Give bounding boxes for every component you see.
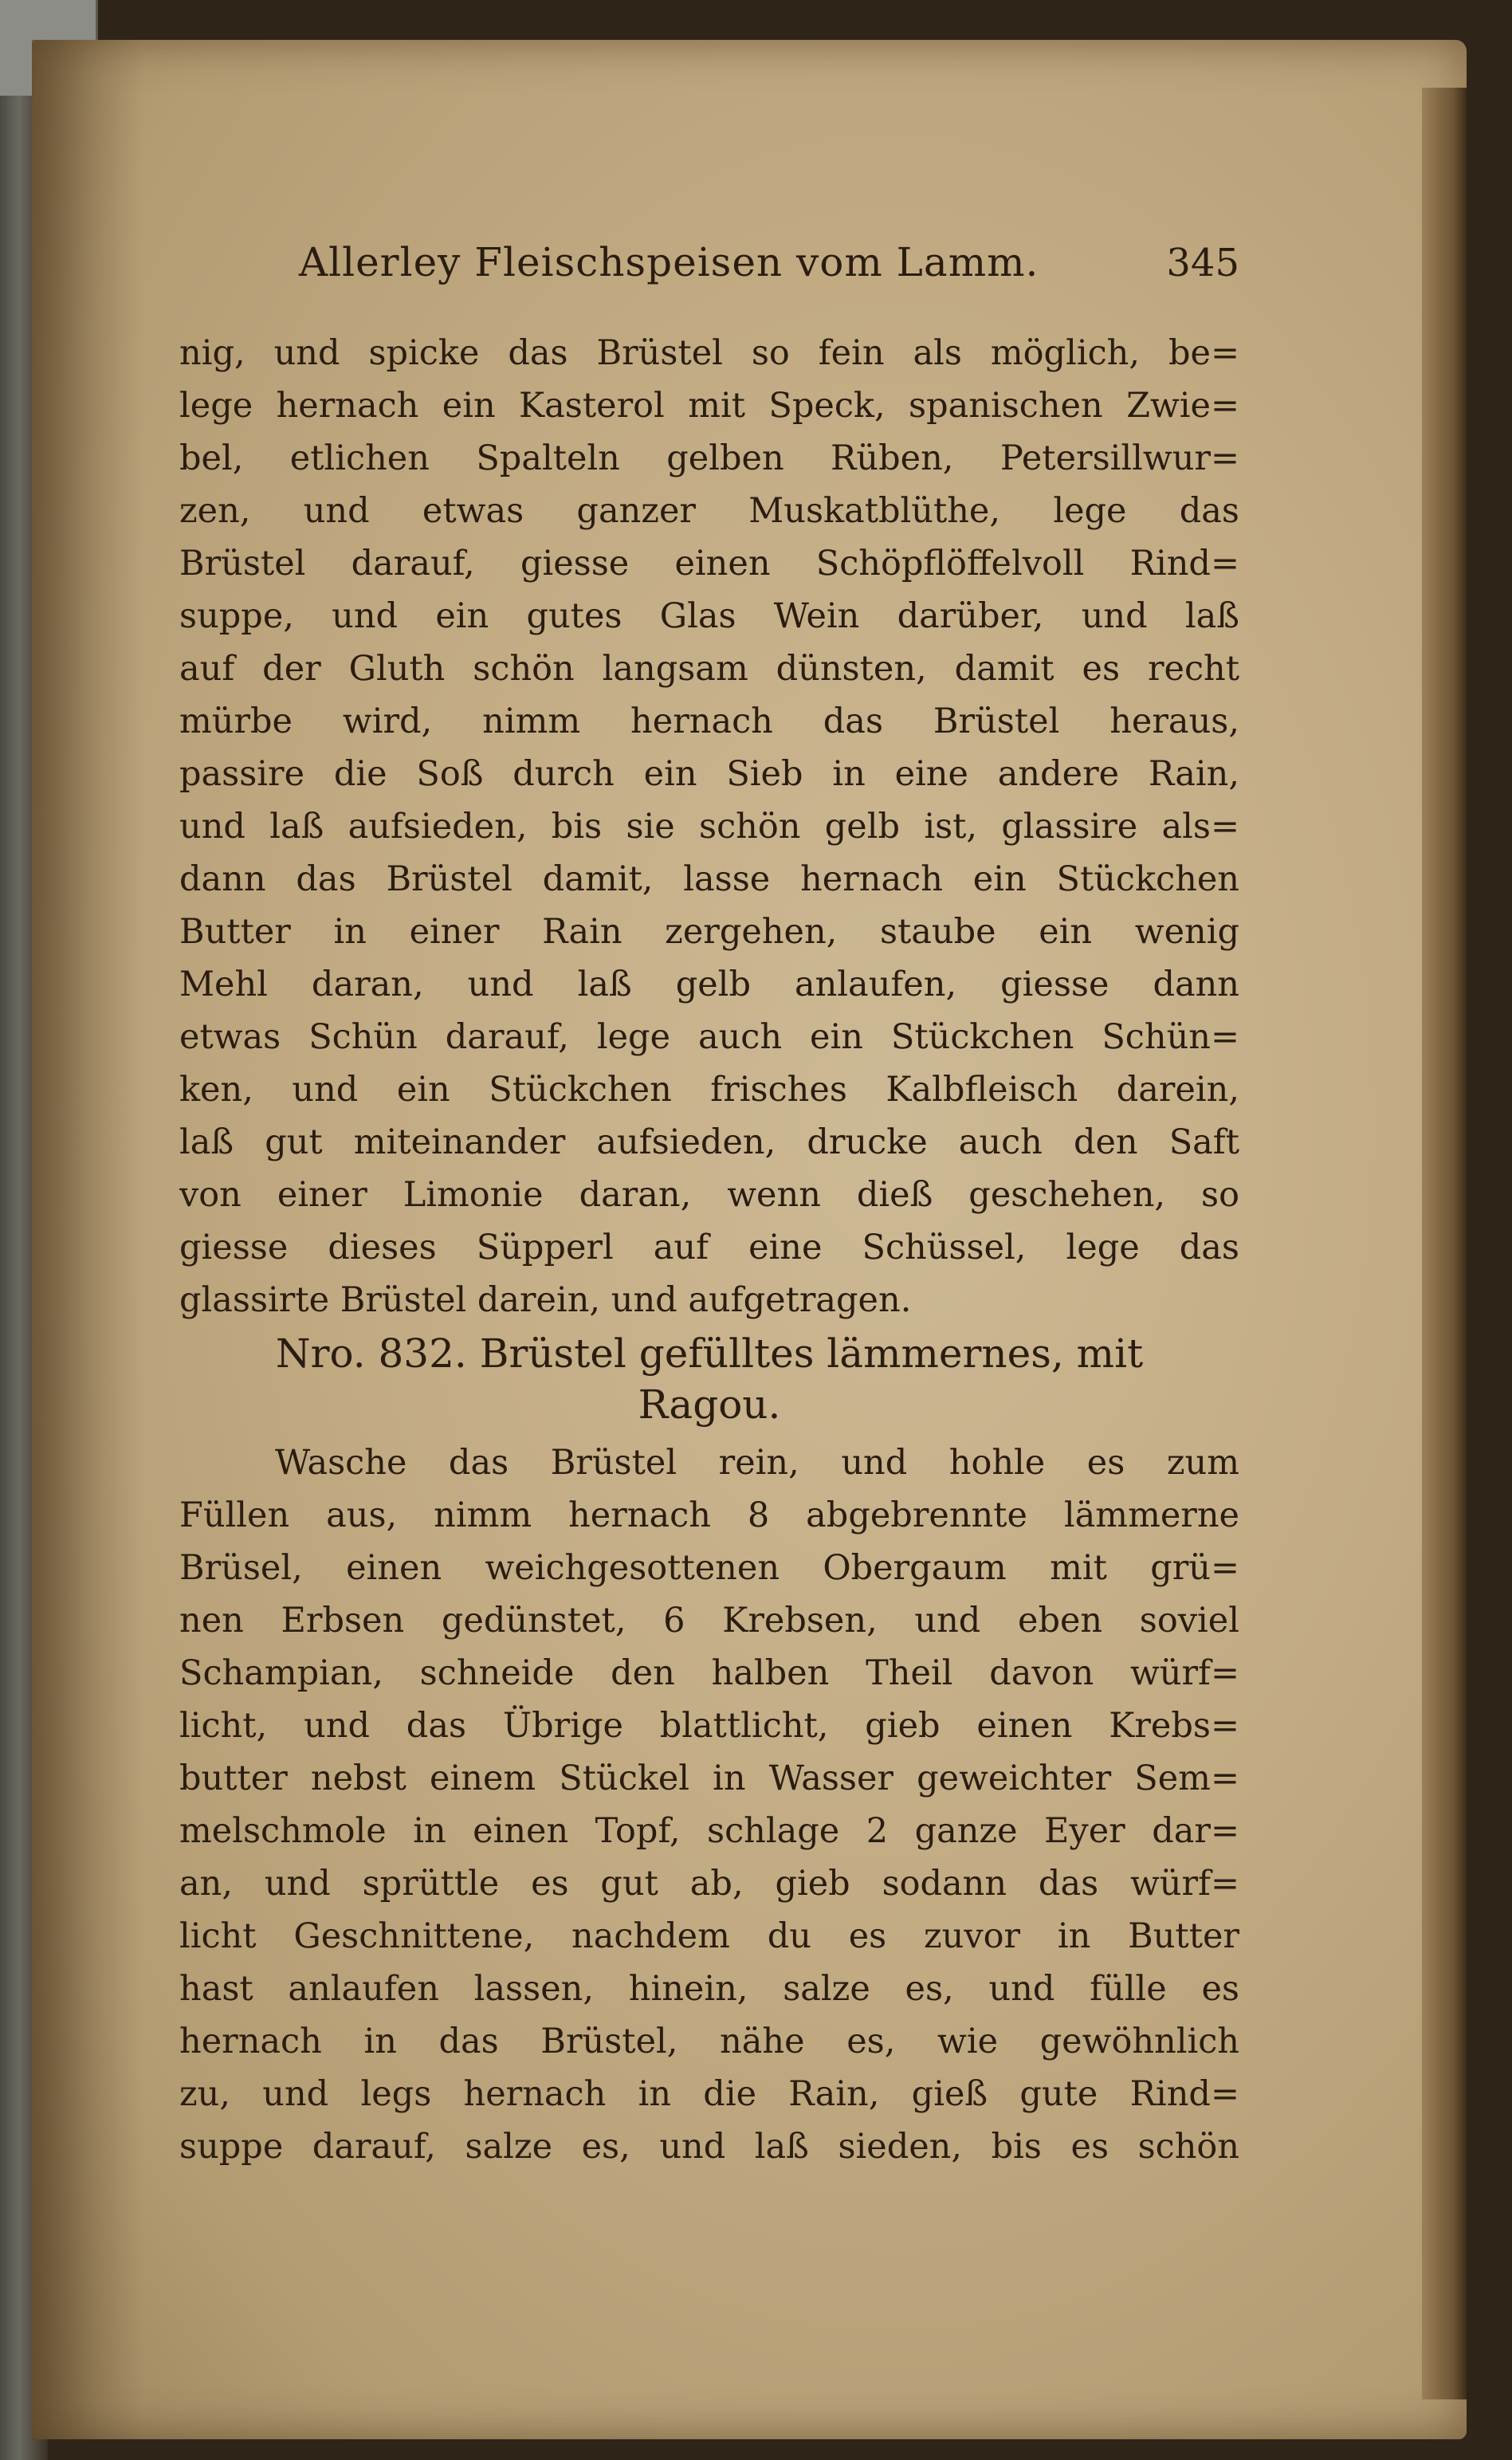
text-line: nig, und spicke das Brüstel so fein als möglich, be= (179, 333, 1239, 373)
text-line: glassirte Brüstel darein, und aufgetragen. (179, 1280, 912, 1320)
text-line: zen, und etwas ganzer Muskatblüthe, lege das (179, 491, 1239, 531)
text-line: auf der Gluth schön langsam dünsten, damit es recht (179, 649, 1239, 689)
text-line: passire die Soß durch ein Sieb in eine andere Rain, (179, 754, 1239, 794)
text-line: lege hernach ein Kasterol mit Speck, spanischen Zwie= (179, 386, 1239, 426)
text-line: dann das Brüstel damit, lasse hernach ein Stückchen (179, 859, 1239, 899)
text-line: von einer Limonie daran, wenn dieß geschehen, so (179, 1175, 1239, 1215)
text-line: etwas Schün darauf, lege auch ein Stückchen Schün= (179, 1017, 1239, 1057)
text-line: Butter in einer Rain zergehen, staube ein wenig (179, 912, 1239, 952)
page-number: 345 (1166, 241, 1239, 285)
text-line: hernach in das Brüstel, nähe es, wie gewöhnlich (179, 2022, 1239, 2061)
text-line: bel, etlichen Spalteln gelben Rüben, Petersillwur= (179, 438, 1239, 478)
text-line: zu, und legs hernach in die Rain, gieß gute Rind= (179, 2074, 1239, 2114)
paragraph-continued (179, 327, 1239, 1326)
text-line: Füllen aus, nimm hernach 8 abgebrennte lämmerne (179, 1495, 1239, 1535)
text-block (179, 239, 1239, 2173)
text-line: nen Erbsen gedünstet, 6 Krebsen, und eben soviel (179, 1601, 1239, 1641)
text-line: Brüsel, einen weichgesottenen Obergaum mit grü= (179, 1548, 1239, 1588)
text-line: suppe, und ein gutes Glas Wein darüber, und laß (179, 596, 1239, 636)
text-line: butter nebst einem Stückel in Wasser geweichter Sem= (179, 1759, 1239, 1798)
running-head (299, 239, 1239, 303)
recipe-paragraph (179, 1436, 1239, 2173)
text-line: licht, und das Übrige blattlicht, gieb einen Krebs= (179, 1706, 1239, 1746)
text-line: ken, und ein Stückchen frisches Kalbfleisch darein, (179, 1070, 1239, 1110)
text-line: an, und sprüttle es gut ab, gieb sodann das würf= (179, 1864, 1239, 1904)
text-line: licht Geschnittene, nachdem du es zuvor in Butter (179, 1916, 1239, 1956)
text-line: und laß aufsieden, bis sie schön gelb ist, glassire als= (179, 807, 1239, 847)
text-line: hast anlaufen lassen, hinein, salze es, und fülle es (179, 1969, 1239, 2009)
recipe-heading-continued: Ragou. (638, 1381, 781, 1428)
text-line: Schampian, schneide den halben Theil davon würf= (179, 1653, 1239, 1693)
page-edge (1422, 88, 1467, 2399)
text-line: suppe darauf, salze es, und laß sieden, bis es schön (179, 2127, 1239, 2167)
text-line: Mehl daran, und laß gelb anlaufen, giesse dann (179, 965, 1239, 1004)
text-line: Wasche das Brüstel rein, und hohle es zum (275, 1443, 1239, 1483)
recipe-heading: Nro. 832. Brüstel gefülltes lämmernes, mit (275, 1330, 1144, 1377)
text-line: giesse dieses Süpperl auf eine Schüssel, lege das (179, 1228, 1239, 1267)
text-line: laß gut miteinander aufsieden, drucke auch den Saft (179, 1122, 1239, 1162)
text-line: melschmole in einen Topf, schlage 2 ganze Eyer dar= (179, 1811, 1239, 1851)
text-line: mürbe wird, nimm hernach das Brüstel heraus, (179, 701, 1239, 741)
running-head-title: Allerley Fleischspeisen vom Lamm. (299, 239, 1039, 285)
text-line: Brüstel darauf, giesse einen Schöpflöffelvoll Rind= (179, 544, 1239, 584)
